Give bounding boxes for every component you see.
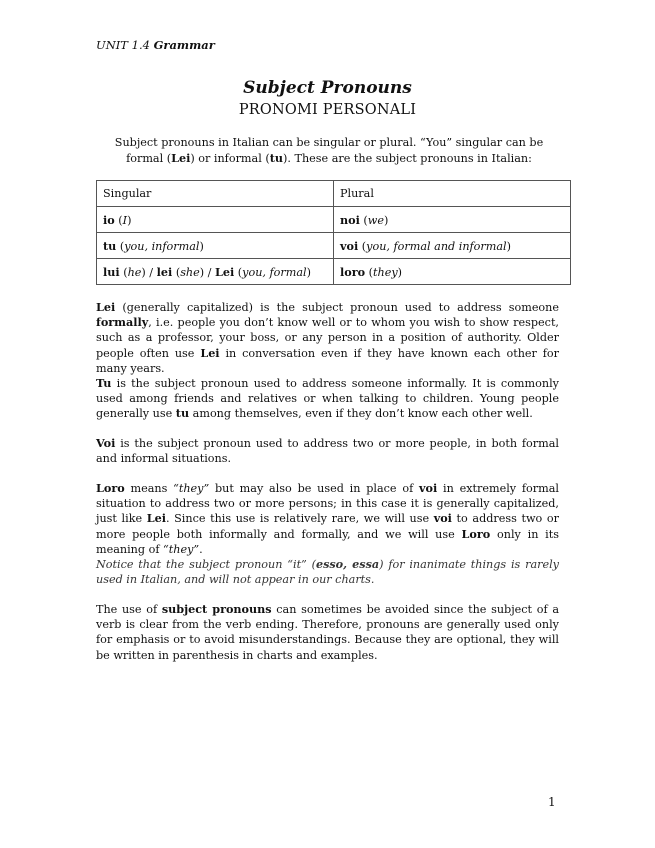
page-subtitle: PRONOMI PERSONALI xyxy=(238,102,417,118)
table-row xyxy=(97,259,571,285)
singular-cell: lui (he) / lei (she) / Lei (you, formal) xyxy=(97,259,334,285)
paragraph-use: The use of subject pronouns can sometimes be avoided since the subject of a verb is clear from the verb ending. Therefore, pronouns are generally used only for emphasis or to avoid misunderstandings. Because they are optional, they will be written in parenthesis in charts and examples. xyxy=(96,602,559,662)
table-row xyxy=(97,207,571,233)
intro-paragraph: Subject pronouns in Italian can be singular or plural. “You” singular can be formal (Lei) or informal (tu). These are the subject pronouns in Italian: xyxy=(114,136,544,165)
header-unit: UNIT 1.4 xyxy=(96,38,150,52)
plural-cell: noi (we) xyxy=(334,207,571,233)
page-header xyxy=(96,38,215,52)
paragraph-lei: Lei (generally capitalized) is the subject pronoun used to address someone formally, i.e. people you don’t know well or to whom you wish to show respect, such as a professor, your boss, or any person in a position of authority. Older people often use Lei in conversation even if they have known each other for many years. xyxy=(96,300,560,375)
plural-cell: loro (they) xyxy=(334,259,571,285)
paragraph-notice: Notice that the subject pronoun “it” (esso, essa) for inanimate things is rarely used in Italian, and will not appear in our charts. xyxy=(96,557,559,587)
paragraph-tu: Tu is the subject pronoun used to address someone informally. It is commonly used among friends and relatives or when talking to children. Young people generally use tu among themselves, even if they don’t know each other well. xyxy=(96,376,559,421)
singular-cell: tu (you, informal) xyxy=(97,233,334,259)
header-section: Grammar xyxy=(153,38,215,52)
table-header-row xyxy=(97,181,571,207)
singular-cell: io (I) xyxy=(97,207,334,233)
header-singular: Singular xyxy=(97,181,334,207)
pronoun-table xyxy=(96,180,571,285)
header-plural: Plural xyxy=(334,181,571,207)
paragraph-loro: Loro means “they” but may also be used in place of voi in extremely formal situation to address two or more persons; in this case it is generally capitalized, just like Lei. Since this use is relatively rare, we will use voi to address two or more people both informally and formally, and we will use Loro only in its meaning of “they”. xyxy=(96,481,559,556)
page-number: 1 xyxy=(548,795,556,809)
page-title: Subject Pronouns xyxy=(243,78,412,98)
plural-cell: voi (you, formal and informal) xyxy=(334,233,571,259)
paragraph-voi: Voi is the subject pronoun used to address two or more people, in both formal and informal situations. xyxy=(96,436,559,466)
table-row xyxy=(97,233,571,259)
